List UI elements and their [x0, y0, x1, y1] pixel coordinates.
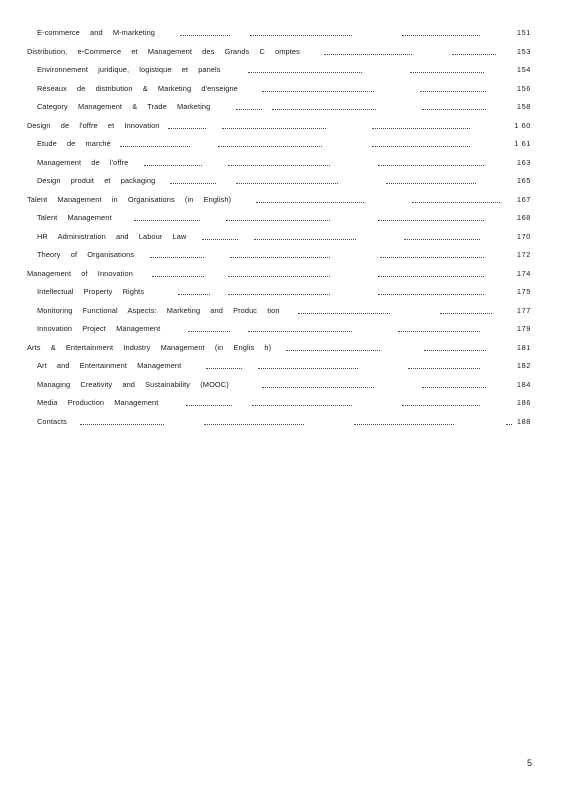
- toc-entry[interactable]: [0, 191, 565, 210]
- dot-leader: [218, 146, 322, 147]
- toc-entry[interactable]: [0, 61, 565, 80]
- toc-entry[interactable]: [0, 413, 565, 432]
- dot-leader: [188, 331, 230, 332]
- dot-leader: [404, 239, 480, 240]
- dot-leader: [168, 128, 206, 129]
- dot-leader: [222, 128, 326, 129]
- dot-leader: [256, 202, 364, 203]
- dot-leader: [424, 350, 486, 351]
- toc-entry-page: 163: [516, 157, 531, 167]
- toc-entry-title: Innovation Project Management: [37, 324, 161, 333]
- dot-leader: [150, 257, 204, 258]
- toc-entry-title: Management de l'offre: [37, 157, 129, 167]
- toc-entry[interactable]: [0, 265, 565, 284]
- toc-entry[interactable]: [0, 24, 565, 43]
- toc-entry[interactable]: [0, 394, 565, 413]
- dot-leader: [152, 276, 204, 277]
- dot-leader: [178, 294, 210, 295]
- toc-entry[interactable]: [0, 209, 565, 228]
- toc-entry-title: Arts & Entertainment Industry Management (in Englis h): [27, 342, 272, 352]
- toc-entry-title: Design de l'offre et Innovation: [27, 120, 160, 130]
- dot-leader: [440, 313, 492, 314]
- dot-leader: [228, 165, 330, 166]
- dot-leader: [120, 146, 190, 147]
- toc-entry[interactable]: [0, 172, 565, 191]
- toc-entry[interactable]: [0, 80, 565, 99]
- toc-entry-page: 188: [516, 416, 531, 426]
- toc-entry-title: Management of Innovation: [27, 268, 133, 278]
- dot-leader: [250, 35, 352, 36]
- dot-leader: [204, 424, 304, 425]
- toc-entry[interactable]: [0, 320, 565, 339]
- toc-entry-title: Art and Entertainment Management: [37, 361, 182, 370]
- toc-entry-page: 165: [516, 176, 531, 185]
- dot-leader: [248, 72, 362, 73]
- dot-leader: [372, 128, 470, 129]
- toc-entry-title: HR Administration and Labour Law: [37, 231, 187, 241]
- dot-leader: [252, 405, 352, 406]
- dot-leader: [412, 202, 500, 203]
- toc-entry-title: Category Management & Trade Marketing: [37, 102, 211, 111]
- dot-leader: [134, 220, 200, 221]
- toc-entry-title: Environnement juridique, logistique et panels: [37, 65, 221, 74]
- dot-leader: [258, 368, 358, 369]
- dot-leader: [286, 350, 380, 351]
- dot-leader: [378, 220, 484, 221]
- dot-leader: [226, 220, 330, 221]
- toc-entry-title: Distribution, e-Commerce et Management des Grands C omptes: [27, 46, 300, 56]
- toc-entry[interactable]: [0, 154, 565, 173]
- dot-leader: [422, 387, 486, 388]
- toc-entry-page: 182: [516, 361, 531, 370]
- dot-leader: [452, 54, 496, 55]
- toc-entry-page: 1 61: [514, 139, 531, 148]
- toc-entry-page: 177: [516, 305, 531, 315]
- toc-entry-title: Media Production Management: [37, 398, 159, 407]
- dot-leader: [180, 35, 230, 36]
- dot-leader: [408, 368, 480, 369]
- toc-entry-page: 184: [516, 379, 531, 389]
- dot-leader: [236, 109, 262, 110]
- dot-leader: [202, 239, 238, 240]
- dot-leader: [398, 331, 480, 332]
- dot-leader: [206, 368, 242, 369]
- dot-leader: [378, 276, 484, 277]
- dot-leader: [262, 387, 374, 388]
- dot-leader: [144, 165, 202, 166]
- dot-leader: [254, 239, 356, 240]
- toc-entry[interactable]: [0, 228, 565, 247]
- dot-leader: [506, 424, 512, 425]
- toc-entry-page: 181: [516, 342, 531, 352]
- dot-leader: [272, 109, 376, 110]
- dot-leader: [386, 183, 476, 184]
- dot-leader: [80, 424, 164, 425]
- dot-leader: [262, 91, 374, 92]
- toc-entry-title: E-commerce and M-marketing: [37, 28, 155, 37]
- toc-entry[interactable]: [0, 98, 565, 117]
- toc-entry-page: 175: [516, 287, 531, 296]
- toc-entry-page: 168: [516, 213, 531, 222]
- toc-entry[interactable]: [0, 117, 565, 136]
- toc-entry-title: Managing Creativity and Sustainability (MOOC): [37, 379, 229, 389]
- dot-leader: [228, 294, 330, 295]
- dot-leader: [170, 183, 216, 184]
- dot-leader: [402, 405, 480, 406]
- dot-leader: [230, 257, 330, 258]
- dot-leader: [324, 54, 412, 55]
- toc-entry-title: Talent Management: [37, 213, 112, 222]
- toc-entry-page: 174: [516, 268, 531, 278]
- toc-entry-page: 154: [516, 65, 531, 74]
- toc-entry[interactable]: [0, 302, 565, 321]
- toc-entry-page: 186: [516, 398, 531, 407]
- toc-entry[interactable]: [0, 246, 565, 265]
- toc-entry-page: 170: [516, 231, 531, 241]
- toc-entry[interactable]: [0, 283, 565, 302]
- dot-leader: [378, 294, 484, 295]
- dot-leader: [410, 72, 484, 73]
- toc-entry-title: Contacts: [37, 416, 67, 426]
- toc-entry-page: 1 60: [514, 120, 531, 130]
- dot-leader: [372, 146, 470, 147]
- dot-leader: [298, 313, 390, 314]
- dot-leader: [380, 257, 484, 258]
- toc-entry[interactable]: [0, 357, 565, 376]
- dot-leader: [236, 183, 338, 184]
- toc-entry-page: 179: [516, 324, 531, 333]
- table-of-contents: [0, 24, 565, 431]
- dot-leader: [402, 35, 480, 36]
- toc-entry-title: Theory of Organisations: [37, 250, 135, 259]
- dot-leader: [378, 165, 484, 166]
- dot-leader: [228, 276, 330, 277]
- toc-entry-page: 156: [516, 83, 531, 93]
- toc-entry-page: 151: [516, 28, 531, 37]
- toc-entry-title: Réseaux de distribution & Marketing d'enseigne: [37, 83, 238, 93]
- page-number: 5: [527, 758, 533, 768]
- toc-entry-page: 172: [516, 250, 531, 259]
- dot-leader: [420, 91, 486, 92]
- toc-entry-page: 153: [516, 46, 531, 56]
- toc-entry-title: Design produit et packaging: [37, 176, 156, 185]
- dot-leader: [354, 424, 454, 425]
- dot-leader: [186, 405, 232, 406]
- toc-entry-title: Intellectual Property Rights: [37, 287, 145, 296]
- toc-entry-title: Monitoring Functional Aspects: Marketing and Produc tion: [37, 305, 280, 315]
- toc-entry-title: Etude de marché: [37, 139, 111, 148]
- toc-entry[interactable]: [0, 339, 565, 358]
- toc-entry-page: 167: [516, 194, 531, 204]
- toc-entry-page: 158: [516, 102, 531, 111]
- dot-leader: [248, 331, 352, 332]
- toc-entry[interactable]: [0, 376, 565, 395]
- toc-entry[interactable]: [0, 135, 565, 154]
- dot-leader: [422, 109, 486, 110]
- toc-entry-title: Talent Management in Organisations (in English): [27, 194, 232, 204]
- toc-entry[interactable]: [0, 43, 565, 62]
